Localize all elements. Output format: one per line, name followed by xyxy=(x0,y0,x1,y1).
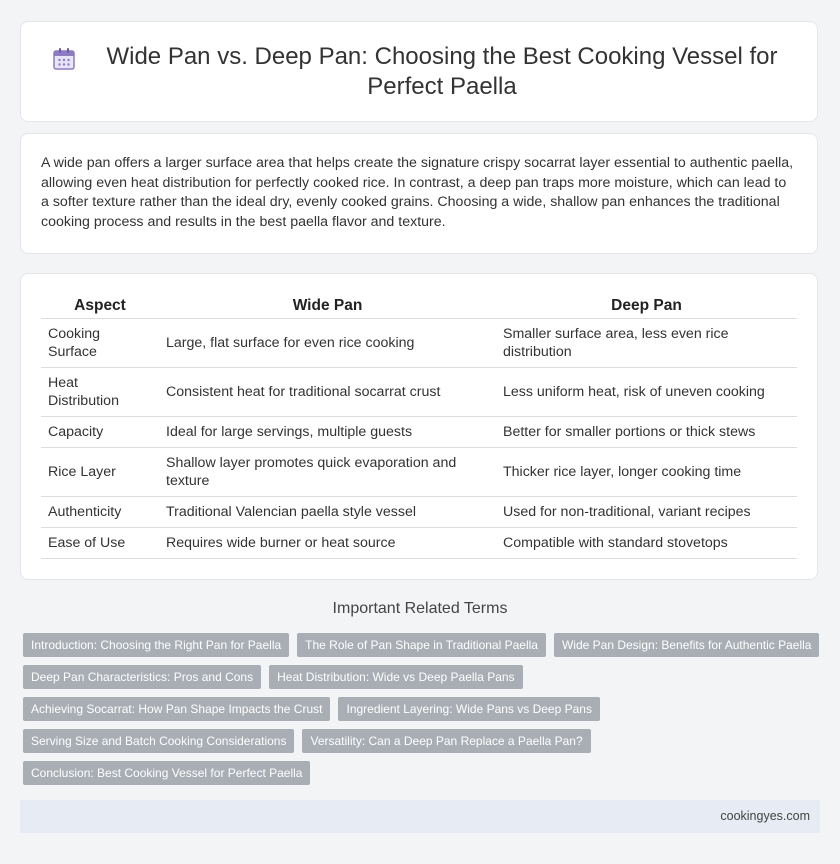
table-row xyxy=(41,319,797,368)
calendar-icon xyxy=(51,46,77,72)
page-title: Wide Pan vs. Deep Pan: Choosing the Best Cooking Vessel for Perfect Paella xyxy=(106,42,778,100)
tag-row xyxy=(23,633,823,657)
related-term-tag[interactable]: Achieving Socarrat: How Pan Shape Impacts the Crust xyxy=(23,697,330,721)
related-term-tag[interactable]: The Role of Pan Shape in Traditional Paella xyxy=(297,633,546,657)
table-cell: Cooking Surface xyxy=(41,319,159,368)
table-cell: Traditional Valencian paella style vessel xyxy=(159,497,496,528)
table-cell: Heat Distribution xyxy=(41,368,159,417)
related-term-tag[interactable]: Conclusion: Best Cooking Vessel for Perfect Paella xyxy=(23,761,310,785)
comparison-card xyxy=(20,273,818,580)
table-cell: Consistent heat for traditional socarrat crust xyxy=(159,368,496,417)
related-terms-list xyxy=(23,633,823,793)
header-aspect: Aspect xyxy=(41,294,159,319)
table-cell: Requires wide burner or heat source xyxy=(159,528,496,559)
table-row xyxy=(41,448,797,497)
table-row xyxy=(41,497,797,528)
table-cell: Shallow layer promotes quick evaporation and texture xyxy=(159,448,496,497)
table-row xyxy=(41,368,797,417)
table-header-row xyxy=(41,294,797,319)
related-term-tag[interactable]: Wide Pan Design: Benefits for Authentic Paella xyxy=(554,633,819,657)
related-terms-title: Important Related Terms xyxy=(332,600,508,617)
intro-text: A wide pan offers a larger surface area that helps create the signature crispy socarrat layer essential to authentic paella, allowing even heat distribution for perfectly cooked rice. In contrast, a deep pan traps more moisture, which can lead to a softer texture rather than the ideal dry, evenly cooked grains. Choosing a wide, shallow pan enhances the traditional cooking process and results in the best paella flavor and texture. xyxy=(41,155,794,230)
related-term-tag[interactable]: Ingredient Layering: Wide Pans vs Deep Pans xyxy=(338,697,599,721)
table-cell: Ideal for large servings, multiple guests xyxy=(159,417,496,448)
table-cell: Authenticity xyxy=(41,497,159,528)
table-cell: Less uniform heat, risk of uneven cooking xyxy=(496,368,797,417)
table-row xyxy=(41,528,797,559)
table-cell: Large, flat surface for even rice cooking xyxy=(159,319,496,368)
header-deep-pan: Deep Pan xyxy=(496,294,797,319)
related-term-tag[interactable]: Serving Size and Batch Cooking Considerations xyxy=(23,729,294,753)
footer xyxy=(20,800,820,833)
table-cell: Thicker rice layer, longer cooking time xyxy=(496,448,797,497)
tag-row xyxy=(23,665,823,689)
title-wrap xyxy=(21,42,817,102)
table-row xyxy=(41,417,797,448)
related-term-tag[interactable]: Introduction: Choosing the Right Pan for Paella xyxy=(23,633,289,657)
tag-row xyxy=(23,729,823,753)
footer-site-link[interactable]: cookingyes.com xyxy=(720,809,810,823)
table-cell: Capacity xyxy=(41,417,159,448)
tag-row xyxy=(23,761,823,785)
table-cell: Compatible with standard stovetops xyxy=(496,528,797,559)
table-cell: Better for smaller portions or thick stews xyxy=(496,417,797,448)
header-wide-pan: Wide Pan xyxy=(159,294,496,319)
related-term-tag[interactable]: Deep Pan Characteristics: Pros and Cons xyxy=(23,665,261,689)
comparison-table xyxy=(41,294,797,559)
related-term-tag[interactable]: Heat Distribution: Wide vs Deep Paella Pans xyxy=(269,665,522,689)
tag-row xyxy=(23,697,823,721)
table-cell: Used for non-traditional, variant recipes xyxy=(496,497,797,528)
table-cell: Rice Layer xyxy=(41,448,159,497)
related-term-tag[interactable]: Versatility: Can a Deep Pan Replace a Paella Pan? xyxy=(302,729,590,753)
title-card xyxy=(20,21,818,122)
intro-card xyxy=(20,133,818,254)
table-cell: Ease of Use xyxy=(41,528,159,559)
table-cell: Smaller surface area, less even rice distribution xyxy=(496,319,797,368)
